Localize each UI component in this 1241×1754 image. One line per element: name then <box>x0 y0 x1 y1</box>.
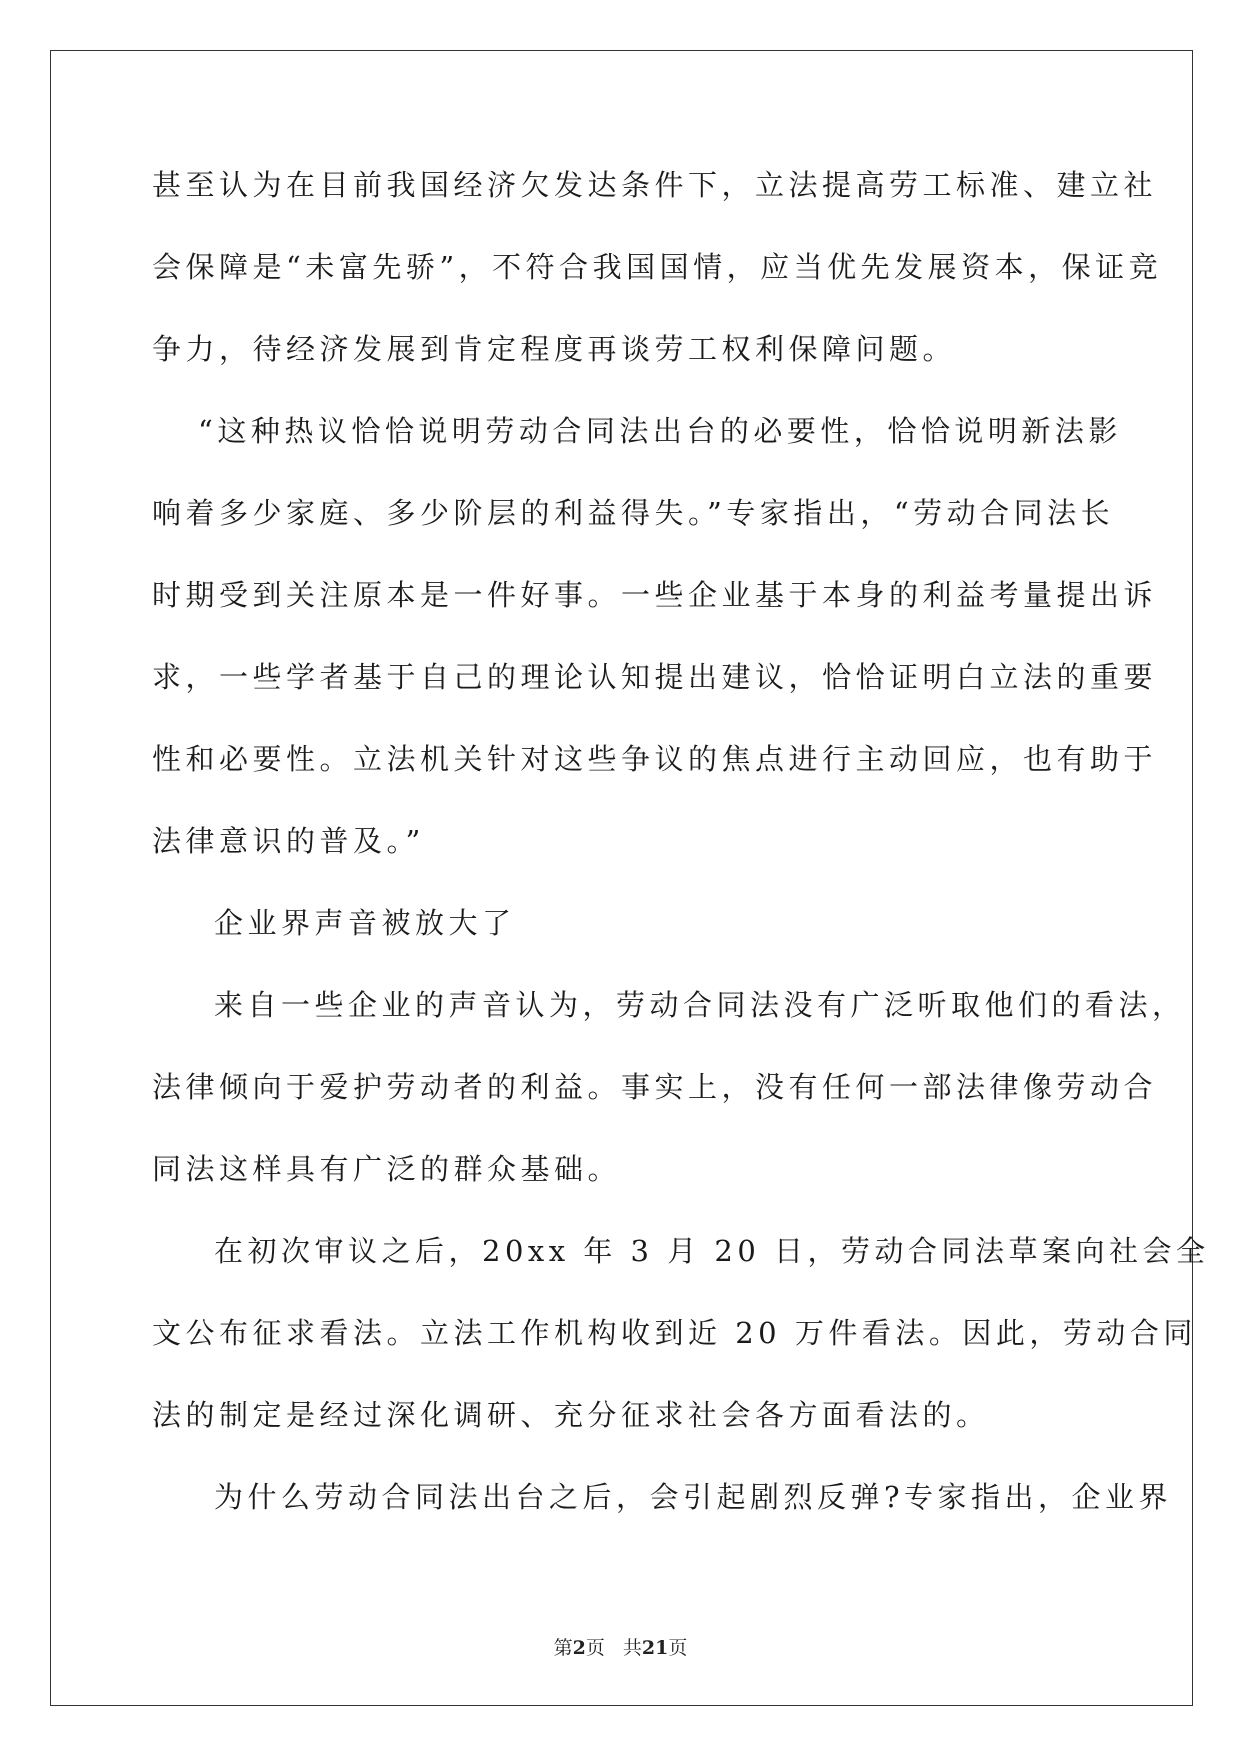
page-footer <box>0 1633 1241 1660</box>
total-prefix: 共 <box>622 1637 642 1659</box>
text-line: 甚至认为在目前我国经济欠发达条件下，立法提高劳工标准、建立社 <box>152 168 1158 202</box>
text-line: 法的制定是经过深化调研、充分征求社会各方面看法的。 <box>152 1398 990 1432</box>
total-unit: 页 <box>668 1637 688 1659</box>
text-line: 文公布征求看法。立法工作机构收到近 20 万件看法。因此，劳动合同 <box>152 1316 1197 1350</box>
section-heading: 企业界声音被放大了 <box>214 906 516 940</box>
text-line: 响着多少家庭、多少阶层的利益得失。”专家指出，“劳动合同法长 <box>152 496 1115 530</box>
text-line: 会保障是“未富先骄”，不符合我国国情，应当优先发展资本，保证竞 <box>152 250 1163 284</box>
text-line: 为什么劳动合同法出台之后，会引起剧烈反弹?专家指出，企业界 <box>214 1480 1173 1514</box>
document-body <box>152 165 1210 1559</box>
text-line: 性和必要性。立法机关针对这些争议的焦点进行主动回应，也有助于 <box>152 742 1158 776</box>
total-page-number: 21 <box>641 1637 669 1659</box>
text-line: 在初次审议之后，20xx 年 3 月 20 日，劳动合同法草案向社会全 <box>214 1234 1210 1268</box>
page-unit: 页 <box>585 1637 605 1659</box>
text-line: 时期受到关注原本是一件好事。一些企业基于本身的利益考量提出诉 <box>152 578 1158 612</box>
text-line: 求，一些学者基于自己的理论认知提出建议，恰恰证明白立法的重要 <box>152 660 1158 694</box>
page-prefix: 第 <box>553 1637 573 1659</box>
text-line: “这种热议恰恰说明劳动合同法出台的必要性，恰恰说明新法影 <box>198 414 1122 448</box>
text-line: 法律意识的普及。” <box>152 824 425 858</box>
text-line: 同法这样具有广泛的群众基础。 <box>152 1152 622 1186</box>
text-line: 法律倾向于爱护劳动者的利益。事实上，没有任何一部法律像劳动合 <box>152 1070 1158 1104</box>
text-line: 争力，待经济发展到肯定程度再谈劳工权利保障问题。 <box>152 332 957 366</box>
current-page-number: 2 <box>572 1637 586 1659</box>
text-line: 来自一些企业的声音认为，劳动合同法没有广泛听取他们的看法， <box>214 988 1186 1022</box>
